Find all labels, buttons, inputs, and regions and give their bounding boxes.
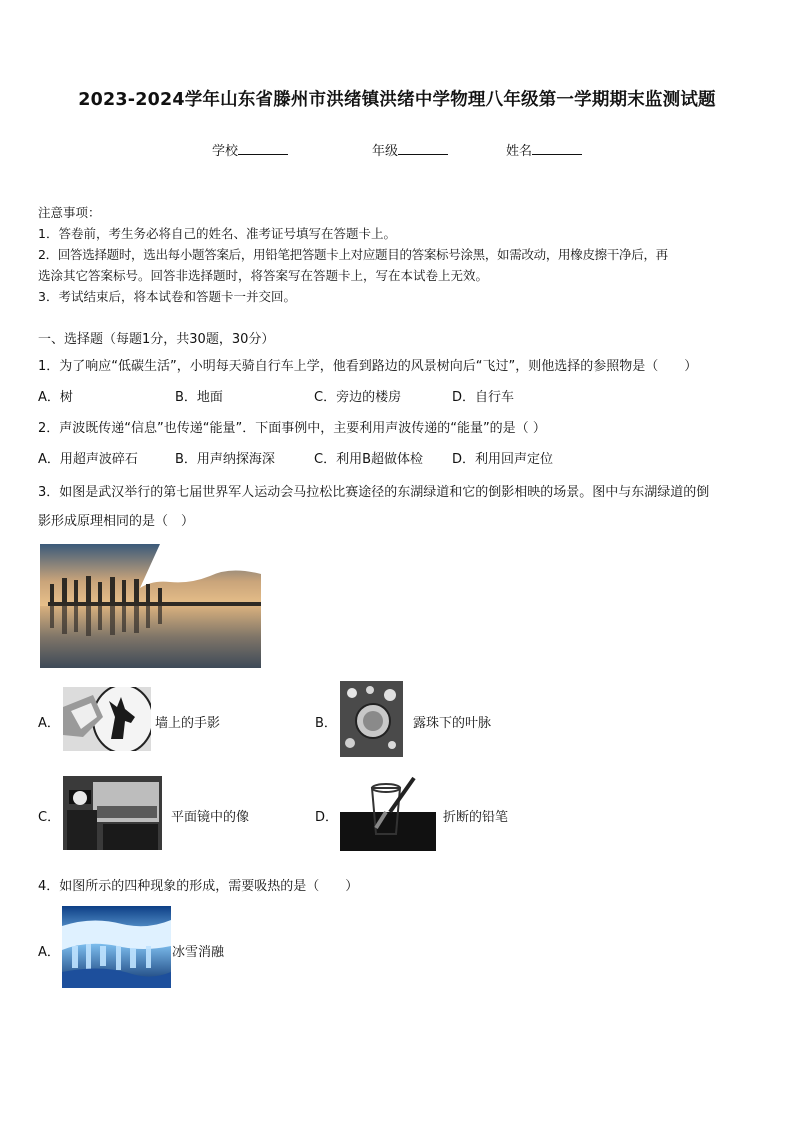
question-4-stem: 4．如图所示的四种现象的形成，需要吸热的是（ ）	[38, 879, 359, 894]
q3-option-a-letter: A．	[38, 716, 60, 731]
notes-heading: 注意事项：	[38, 205, 101, 220]
q4-option-a-caption: 冰雪消融	[172, 945, 225, 960]
q1-option-d: D．自行车	[452, 390, 515, 405]
name-field	[506, 140, 582, 159]
q3-option-d-caption: 折断的铅笔	[443, 810, 509, 825]
note-item: 1．答卷前，考生务必将自己的姓名、准考证号填写在答题卡上。	[38, 226, 396, 241]
question-3-stem-line1: 3．如图是武汉举行的第七届世界军人运动会马拉松比赛途径的东湖绿道和它的倒影相映的场景。图中与东湖绿道的倒	[38, 485, 710, 500]
name-label: 姓名	[506, 144, 533, 159]
q1-option-c: C．旁边的楼房	[314, 390, 402, 405]
dewdrop-leaf-image	[340, 681, 403, 757]
q3-option-b-caption: 露珠下的叶脉	[413, 716, 492, 731]
q4-option-a-letter: A．	[38, 945, 60, 960]
exam-title: 2023-2024学年山东省滕州市洪绪镇洪绪中学物理八年级第一学期期末监测试题	[78, 90, 716, 110]
q2-option-d: D．利用回声定位	[452, 452, 554, 467]
q1-option-a: A．树	[38, 390, 73, 405]
question-2-stem: 2．声波既传递“信息”也传递“能量”．下面事例中，主要利用声波传递的“能量”的是（ ）	[38, 421, 546, 436]
school-field	[212, 140, 288, 159]
note-item: 2．回答选择题时，选出每小题答案后，用铅笔把答题卡上对应题目的答案标号涂黑，如需改动，用橡皮擦干净后，再	[38, 247, 668, 262]
grade-field	[372, 140, 448, 159]
q3-option-c-letter: C．	[38, 810, 61, 825]
q2-option-a: A．用超声波碎石	[38, 452, 138, 467]
q3-option-b-letter: B．	[315, 716, 337, 731]
grade-blank	[398, 142, 448, 155]
school-blank	[238, 142, 288, 155]
q2-option-c: C．利用B超做体检	[314, 452, 423, 467]
note-item: 3．考试结束后，将本试卷和答题卡一并交回。	[38, 289, 296, 304]
q1-option-b: B．地面	[175, 390, 223, 405]
school-label: 学校	[212, 144, 239, 159]
q2-option-b: B．用声纳探海深	[175, 452, 275, 467]
section-heading: 一、选择题（每题1分，共30题，30分）	[38, 332, 275, 347]
q3-option-c-caption: 平面镜中的像	[171, 810, 250, 825]
name-blank	[532, 142, 582, 155]
q3-option-a-caption: 墙上的手影	[155, 716, 221, 731]
note-item: 选涂其它答案标号。回答非选择题时，将答案写在答题卡上，写在本试卷上无效。	[38, 268, 489, 283]
question-3-stem-line2: 影形成原理相同的是（ ）	[38, 514, 195, 529]
question-1-stem: 1．为了响应“低碳生活”，小明每天骑自行车上学，他看到路边的风景树向后“飞过”，则他选择的参照物是（ ）	[38, 359, 698, 374]
q3-option-d-letter: D．	[315, 810, 339, 825]
broken-pencil-image	[340, 776, 436, 851]
lake-reflection-image	[40, 544, 261, 668]
melting-ice-image	[62, 906, 171, 988]
plane-mirror-image	[63, 776, 162, 850]
hand-shadow-image	[63, 687, 151, 751]
grade-label: 年级	[372, 144, 399, 159]
